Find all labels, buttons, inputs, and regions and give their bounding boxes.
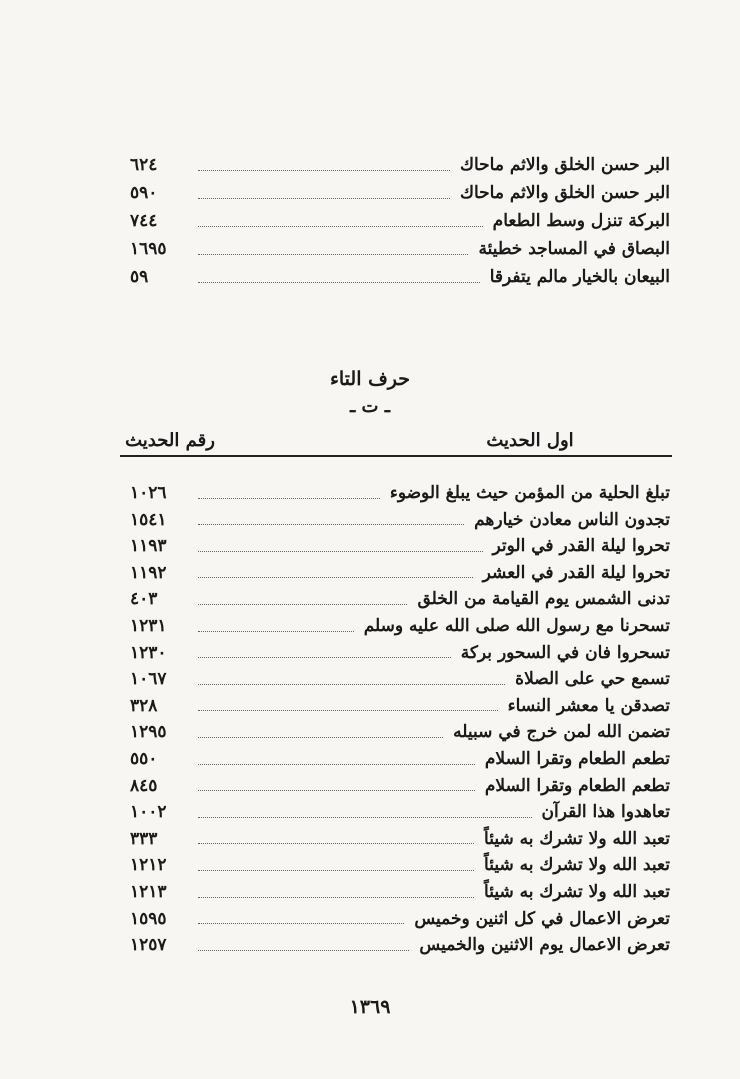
- dot-leader: [198, 604, 407, 605]
- section-title: حرف التاء: [329, 368, 411, 390]
- hadith-opening-text: البيعان بالخيار مالم يتفرقا: [489, 267, 670, 287]
- hadith-opening-text: تبلغ الحلية من المؤمن حيث يبلغ الوضوء: [389, 483, 670, 503]
- dot-leader: [198, 198, 450, 199]
- hadith-opening-text: تسحرنا مع رسول الله صلى الله عليه وسلم: [363, 616, 670, 636]
- hadith-number: ١٢٣٠: [130, 642, 167, 663]
- hadith-number: ٦٢٤: [130, 155, 158, 175]
- index-row: [130, 560, 670, 586]
- index-row: [130, 746, 670, 772]
- hadith-opening-text: البر حسن الخلق والاثم ماحاك: [459, 183, 670, 203]
- column-header-first-words: اول الحديث: [486, 430, 574, 451]
- hadith-opening-text: تعبد الله ولا تشرك به شيئاً: [484, 828, 670, 849]
- hadith-opening-text: تصدقن يا معشر النساء: [507, 695, 670, 716]
- index-row: [130, 613, 670, 639]
- hadith-opening-text: البر حسن الخلق والاثم ماحاك: [459, 155, 670, 175]
- hadith-number: ١٥٤١: [130, 509, 167, 530]
- hadith-opening-text: تسمع حي على الصلاة: [515, 669, 670, 690]
- hadith-number: ٤٠٣: [130, 589, 158, 610]
- hadith-opening-text: تحروا ليلة القدر في الوتر: [492, 536, 670, 557]
- index-row: [130, 236, 670, 262]
- hadith-opening-text: البصاق في المساجد خطيئة: [478, 239, 670, 259]
- hadith-number: ١٠٦٧: [130, 669, 167, 690]
- hadith-opening-text: تطعم الطعام وتقرا السلام: [484, 775, 670, 796]
- hadith-opening-text: تحروا ليلة القدر في العشر: [482, 562, 670, 583]
- hadith-number: ٨٤٥: [130, 775, 158, 796]
- hadith-number: ٧٤٤: [130, 211, 158, 231]
- hadith-number: ١٥٩٥: [130, 908, 167, 929]
- hadith-number: ١٢٥٧: [130, 935, 167, 956]
- dot-leader: [198, 737, 443, 738]
- index-row: [130, 208, 670, 234]
- dot-leader: [198, 923, 404, 924]
- hadith-opening-text: البركة تنزل وسط الطعام: [492, 211, 670, 231]
- index-row: [130, 666, 670, 692]
- dot-leader: [198, 764, 475, 765]
- hadith-number: ١٠٢٦: [130, 483, 167, 503]
- index-row: [130, 879, 670, 905]
- dot-leader: [198, 950, 409, 951]
- dot-leader: [198, 870, 474, 871]
- hadith-number: ١١٩٣: [130, 536, 167, 557]
- dot-leader: [198, 817, 532, 818]
- hadith-number: ١٢٣١: [130, 616, 167, 636]
- header-divider: [120, 455, 672, 457]
- index-row: [130, 773, 670, 799]
- hadith-opening-text: تضمن الله لمن خرج في سبيله: [453, 722, 670, 743]
- dot-leader: [198, 790, 475, 791]
- index-row: [130, 852, 670, 878]
- index-row: [130, 640, 670, 666]
- hadith-number: ٥٥٠: [130, 749, 158, 769]
- dot-leader: [198, 282, 480, 283]
- hadith-number: ١٢١٢: [130, 855, 167, 876]
- hadith-number: ١٢٩٥: [130, 722, 167, 743]
- dot-leader: [198, 577, 473, 578]
- dot-leader: [198, 551, 483, 552]
- hadith-opening-text: تعبد الله ولا تشرك به شيئاً: [484, 882, 670, 902]
- index-row: [130, 799, 670, 825]
- index-row: [130, 507, 670, 533]
- dot-leader: [198, 631, 354, 632]
- hadith-number: ٥٩: [130, 267, 149, 287]
- hadith-number: ١٠٠٢: [130, 802, 167, 823]
- index-row: [130, 180, 670, 206]
- hadith-opening-text: تطعم الطعام وتقرا السلام: [484, 749, 670, 769]
- hadith-opening-text: تعاهدوا هذا القرآن: [541, 802, 670, 823]
- dot-leader: [198, 498, 380, 499]
- index-row: [130, 932, 670, 958]
- dot-leader: [198, 254, 468, 255]
- index-row: [130, 906, 670, 932]
- dot-leader: [198, 170, 450, 171]
- column-header-number: رقم الحديث: [125, 430, 215, 451]
- hadith-number: ١١٩٢: [130, 562, 167, 583]
- index-row: [130, 586, 670, 612]
- index-row: [130, 480, 670, 506]
- section-letter: ـ ت ـ: [349, 396, 391, 417]
- hadith-number: ٣٣٣: [130, 828, 158, 849]
- dot-leader: [198, 657, 451, 658]
- index-row: [130, 719, 670, 745]
- hadith-opening-text: تعبد الله ولا تشرك به شيئاً: [484, 855, 670, 876]
- hadith-opening-text: تجدون الناس معادن خيارهم: [474, 509, 670, 530]
- index-row: [130, 693, 670, 719]
- dot-leader: [198, 843, 474, 844]
- page-number: ١٣٦٩: [349, 996, 391, 1018]
- hadith-number: ٣٢٨: [130, 695, 158, 716]
- index-row: [130, 264, 670, 290]
- dot-leader: [198, 684, 505, 685]
- dot-leader: [198, 897, 474, 898]
- hadith-number: ٥٩٠: [130, 183, 158, 203]
- hadith-opening-text: تعرض الاعمال في كل اثنين وخميس: [414, 908, 670, 929]
- dot-leader: [198, 710, 498, 711]
- hadith-opening-text: تسحروا فان في السحور بركة: [460, 642, 670, 663]
- dot-leader: [198, 226, 483, 227]
- index-row: [130, 533, 670, 559]
- hadith-number: ١٢١٣: [130, 882, 167, 902]
- dot-leader: [198, 524, 464, 525]
- hadith-number: ١٦٩٥: [130, 239, 167, 259]
- hadith-opening-text: تدنى الشمس يوم القيامة من الخلق: [417, 589, 670, 610]
- index-row: [130, 152, 670, 178]
- index-row: [130, 826, 670, 852]
- hadith-opening-text: تعرض الاعمال يوم الاثنين والخميس: [419, 935, 670, 956]
